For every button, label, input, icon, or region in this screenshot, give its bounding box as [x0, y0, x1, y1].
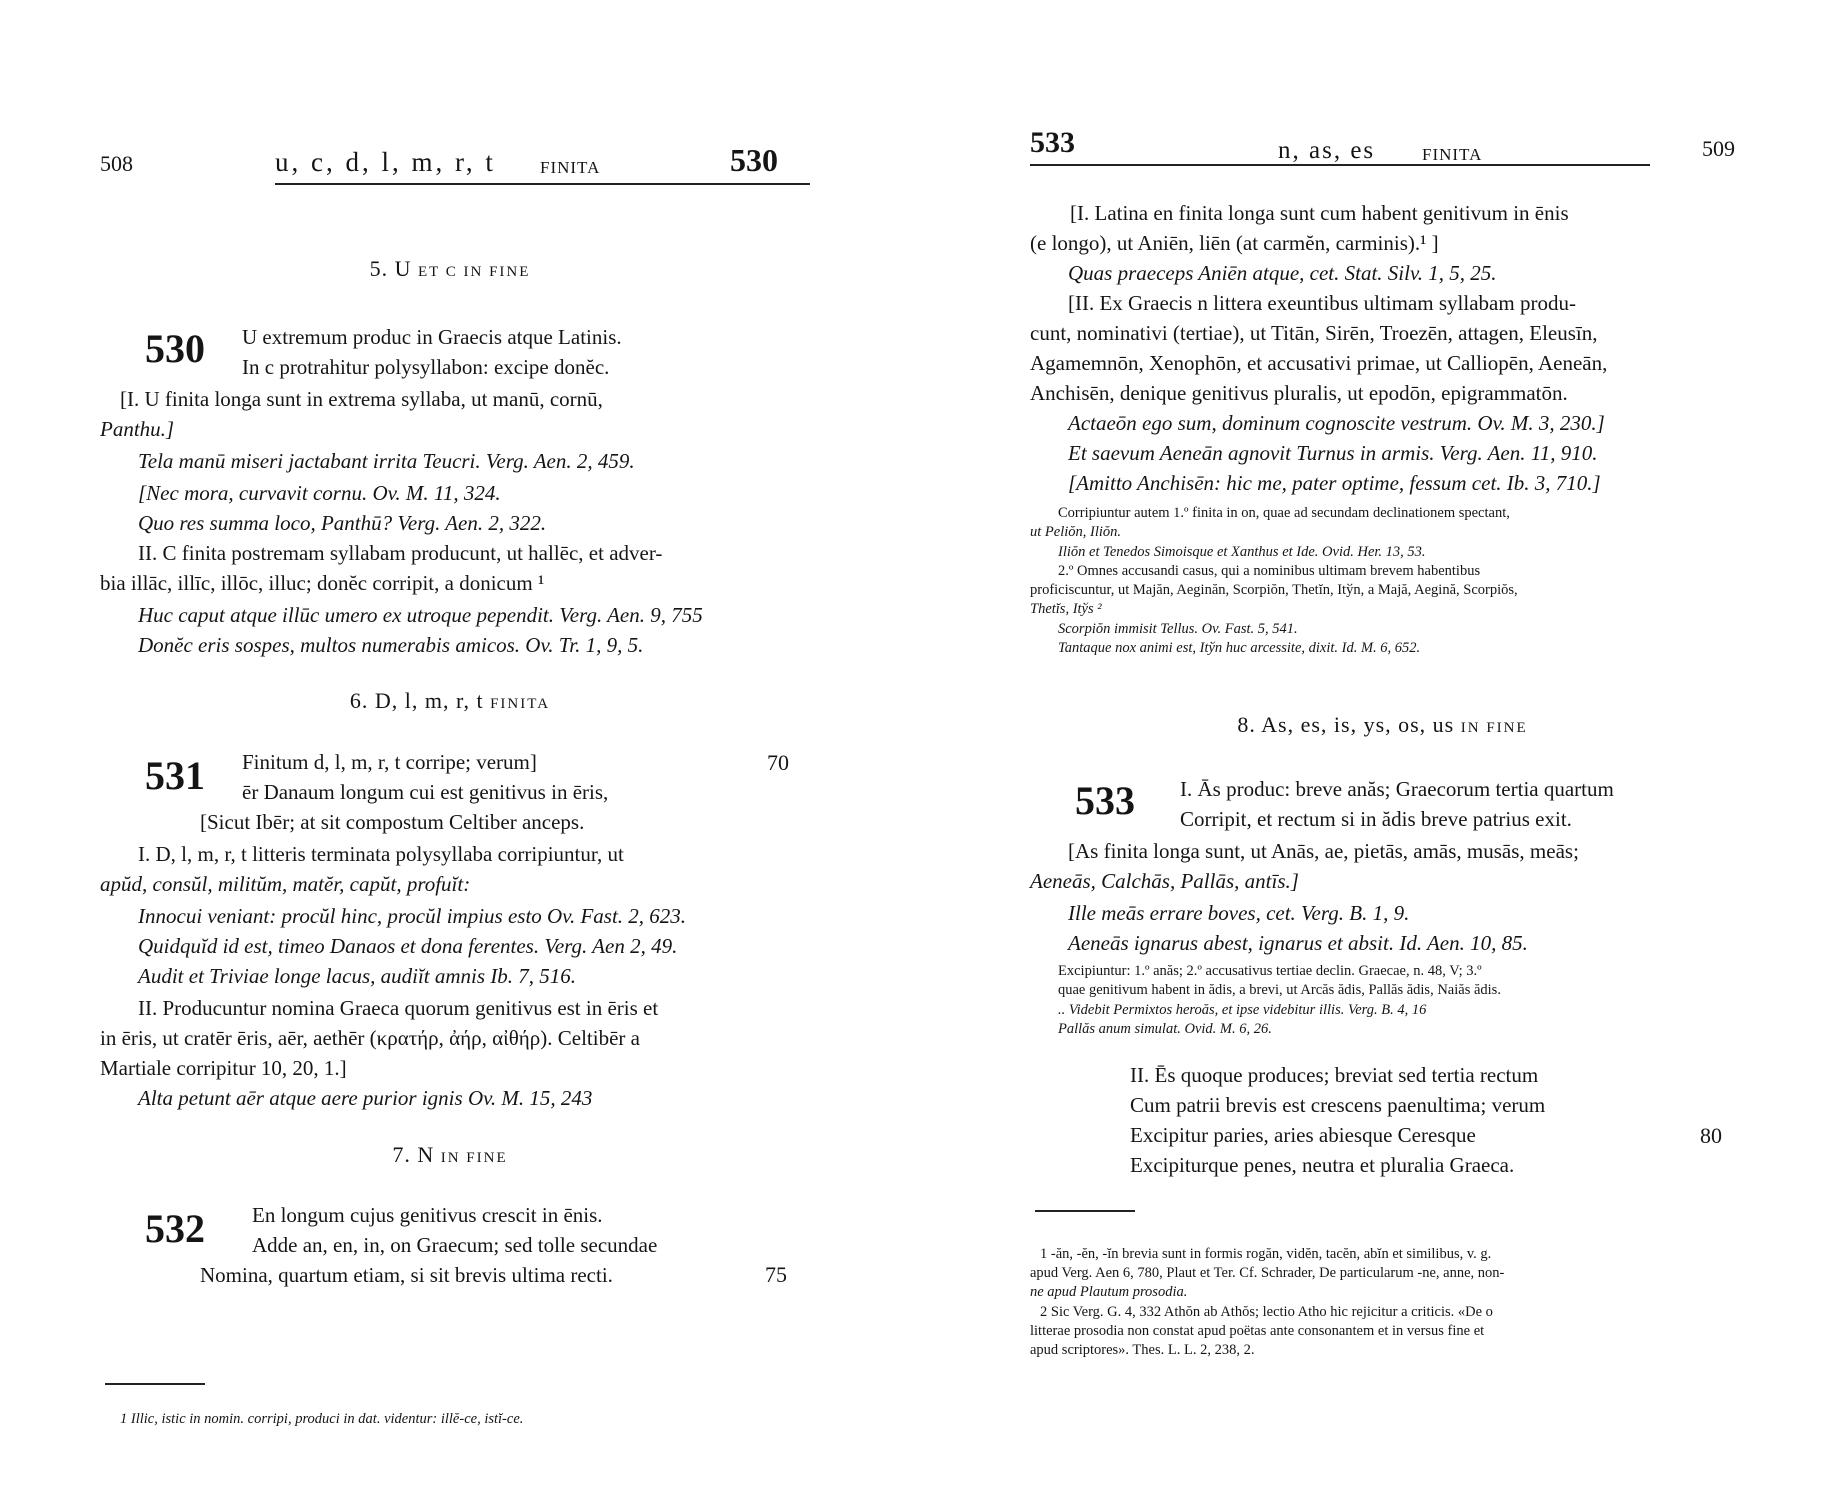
text-line: Martiale corripitur 10, 20, 1.]	[100, 1056, 347, 1080]
footnote-rule	[1035, 1210, 1135, 1212]
page-number: 508	[100, 151, 133, 176]
note-line: 2.º Omnes accusandi casus, qui a nominibus ultimam brevem habentibus	[1058, 563, 1481, 579]
note-line: Corripiuntur autem 1.º finita in on, quae ad secundam declinationem spectant,	[1058, 505, 1510, 521]
verse-line: Corripit, et rectum si in ădis breve patrius exit.	[1180, 807, 1572, 831]
rule-530-text	[100, 322, 800, 657]
quote-line: Alta petunt aēr atque aere purior ignis Ov. M. 15, 243	[138, 1086, 593, 1110]
text-line: (e longo), ut Aniēn, liēn (at carmĕn, carminis).¹ ]	[1030, 231, 1439, 255]
text-line: [As finita longa sunt, ut Anās, ae, pietās, amās, musās, meās;	[1068, 839, 1579, 863]
section-heading-6: 6. D, l, m, r, t FINITA	[349, 688, 551, 713]
footnote: 1 Illic, istic in nomin. corripi, produci in dat. videntur: illĕ-ce, istĭ-ce.	[120, 1411, 524, 1427]
note-line: ut Peliŏn, Iliŏn.	[1030, 524, 1122, 540]
verse-line: [Sicut Ibēr; at sit compostum Celtiber anceps.	[200, 810, 585, 834]
footnote-line: ne apud Plautum prosodia.	[1030, 1284, 1188, 1300]
footnote-line: apud scriptores». Thes. L. L. 2, 238, 2.	[1030, 1342, 1255, 1358]
quote-line: [Nec mora, curvavit cornu. Ov. M. 11, 324.	[138, 481, 501, 505]
left-page	[100, 0, 800, 1500]
verse-line: U extremum produc in Graecis atque Latinis.	[242, 325, 622, 349]
footnote-line: 1 -ăn, -ĕn, -ĭn brevia sunt in formis rogăn, vidĕn, tacĕn, abĭn et similibus, v. g.	[1040, 1246, 1492, 1262]
footnote-rule	[105, 1383, 205, 1385]
text-line: Panthu.]	[100, 417, 175, 441]
verse-number: 75	[765, 1262, 787, 1287]
header-title: u, c, d, l, m, r, t	[275, 147, 496, 177]
quote-line: Donĕc eris sospes, multos numerabis amicos. Ov. Tr. 1, 9, 5.	[138, 633, 644, 657]
header-title-small: FINITA	[1422, 145, 1483, 164]
rule-531-text	[100, 747, 800, 1110]
section-heading-7: 7. N IN FINE	[392, 1142, 508, 1167]
header-rule	[1030, 164, 1650, 166]
verse-line: Cum patrii brevis est crescens paenultima; verum	[1130, 1093, 1546, 1117]
text-line: II. Producuntur nomina Graeca quorum genitivus est in ēris et	[138, 996, 659, 1020]
note-line: Iliŏn et Tenedos Simoisque et Xanthus et Ide. Ovid. Her. 13, 53.	[1058, 544, 1426, 560]
running-header	[100, 142, 800, 187]
footnote-line: 2 Sic Verg. G. 4, 332 Athŏn ab Athŏs; lectio Atho hic rejicitur a criticis. «De o	[1040, 1304, 1493, 1320]
header-title: n, as, es	[1278, 137, 1376, 164]
quote-line: Quidquĭd id est, timeo Danaos et dona ferentes. Verg. Aen 2, 49.	[138, 934, 678, 958]
quote-line: Huc caput atque illūc umero ex utroque pependit. Verg. Aen. 9, 755	[138, 603, 703, 627]
note-line: Thetĭs, Itўs ²	[1030, 601, 1102, 617]
header-rule	[275, 183, 810, 185]
rule-532-continued	[1030, 198, 1735, 508]
header-title-small: FINITA	[540, 158, 601, 177]
verse-number: 70	[767, 750, 789, 775]
right-page	[1030, 0, 1735, 1500]
text-line: bia illāc, illīc, illōc, illuc; donĕc corripit, a donicum ¹	[100, 571, 545, 595]
verse-line: II. Ēs quoque produces; breviat sed tertia rectum	[1130, 1063, 1539, 1087]
quote-line: Actaeōn ego sum, dominum cognoscite vestrum. Ov. M. 3, 230.]	[1068, 411, 1605, 435]
note-line: Scorpiŏn immisit Tellus. Ov. Fast. 5, 541.	[1058, 621, 1298, 637]
rule-number: 533	[1030, 126, 1075, 159]
quote-line: Quo res summa loco, Panthū? Verg. Aen. 2, 322.	[138, 511, 547, 535]
note-line: Excipiuntur: 1.º anăs; 2.º accusativus tertiae declin. Graecae, n. 48, V; 3.º	[1058, 963, 1482, 979]
rule-533-notes	[1030, 962, 1735, 1042]
text-line: Aeneās, Calchās, Pallās, antīs.]	[1030, 869, 1299, 893]
verse-line: Adde an, en, in, on Graecum; sed tolle secundae	[252, 1233, 658, 1257]
quote-line: Ille meās errare boves, cet. Verg. B. 1, 9.	[1068, 901, 1410, 925]
text-line: [I. Latina en finita longa sunt cum habent genitivum in ēnis	[1070, 201, 1569, 225]
rule-number-530: 530	[145, 326, 205, 371]
verse-line: Excipiturque penes, neutra et pluralia Graeca.	[1130, 1153, 1515, 1177]
verse-line: I. Ās produc: breve anăs; Graecorum tertia quartum	[1180, 777, 1614, 801]
text-line: [II. Ex Graecis n littera exeuntibus ultimam syllabam produ-	[1068, 291, 1576, 315]
quote-line: Audit et Triviae longe lacus, audiĭt amnis Ib. 7, 516.	[138, 964, 577, 988]
rule-532-notes	[1030, 504, 1735, 664]
text-line: Anchisēn, denique genitivus pluralis, ut epodōn, epigrammatōn.	[1030, 381, 1568, 405]
running-header	[1030, 128, 1735, 173]
text-line: Agamemnōn, Xenophōn, et accusativi primae, ut Calliopēn, Aeneān,	[1030, 351, 1608, 375]
text-line: apŭd, consŭl, militŭm, matĕr, capŭt, profuĭt:	[100, 872, 471, 896]
note-line: .. Videbit Permixtos heroăs, et ipse videbitur illis. Verg. B. 4, 16	[1058, 1002, 1427, 1018]
page-number: 509	[1702, 136, 1735, 161]
text-line: cunt, nominativi (tertiae), ut Titān, Sirēn, Troezēn, attagen, Eleusīn,	[1030, 321, 1598, 345]
quote-line: Innocui veniant: procŭl hinc, procŭl impius esto Ov. Fast. 2, 623.	[138, 904, 687, 928]
footnote-line: litterae prosodia non constat apud poëtas ante consonantem et in versus fine et	[1030, 1323, 1485, 1339]
rule-533-verse	[1030, 1060, 1735, 1190]
quote-line: Quas praeceps Aniēn atque, cet. Stat. Silv. 1, 5, 25.	[1068, 261, 1497, 285]
rule-533-text	[1030, 774, 1735, 964]
quote-line: Aeneās ignarus abest, ignarus et absit. Id. Aen. 10, 85.	[1068, 931, 1528, 955]
text-line: [I. U finita longa sunt in extrema syllaba, ut manū, cornū,	[120, 387, 603, 411]
text-line: I. D, l, m, r, t litteris terminata polysyllaba corripiuntur, ut	[138, 842, 624, 866]
note-line: Tantaque nox animi est, Itўn huc arcessite, dixit. Id. M. 6, 652.	[1058, 640, 1421, 656]
rule-number-531: 531	[145, 753, 205, 798]
verse-line: En longum cujus genitivus crescit in ēnis.	[252, 1203, 603, 1227]
rule-532-text	[100, 1200, 800, 1300]
text-line: in ēris, ut cratēr ēris, aēr, aethēr (κρατήρ, ἀήρ, αἰθήρ). Celtibēr a	[100, 1026, 640, 1050]
quote-line: Et saevum Aeneān agnovit Turnus in armis. Verg. Aen. 11, 910.	[1068, 441, 1598, 465]
note-line: Pallăs anum simulat. Ovid. M. 6, 26.	[1058, 1021, 1272, 1037]
verse-line: ēr Danaum longum cui est genitivus in ēris,	[242, 780, 609, 804]
verse-line: Nomina, quartum etiam, si sit brevis ultima recti.	[200, 1263, 613, 1287]
footnote-line: apud Verg. Aen 6, 780, Plaut et Ter. Cf. Schrader, De particularum -ne, anne, non-	[1030, 1265, 1505, 1281]
note-line: quae genitivum habent in ădis, a brevi, ut Arcăs ădis, Pallăs ădis, Naiăs ădis.	[1058, 982, 1501, 998]
verse-line: Finitum d, l, m, r, t corripe; verum]	[242, 750, 537, 774]
text-line: II. C finita postremam syllabam producunt, ut hallēc, et adver-	[138, 541, 663, 565]
quote-line: Tela manū miseri jactabant irrita Teucri. Verg. Aen. 2, 459.	[138, 449, 635, 473]
verse-line: Excipitur paries, aries abiesque Ceresque	[1130, 1123, 1476, 1147]
quote-line: [Amitto Anchisēn: hic me, pater optime, fessum cet. Ib. 3, 710.]	[1068, 471, 1601, 495]
note-line: proficiscuntur, ut Majăn, Aeginăn, Scorpiŏn, Thetĭn, Itўn, a Majă, Aegină, Scorpiŏs,	[1030, 582, 1518, 598]
rule-number: 530	[730, 142, 778, 178]
verse-line: In c protrahitur polysyllabon: excipe donĕc.	[242, 355, 610, 379]
section-heading-5: 5. U ET C IN FINE	[369, 256, 531, 281]
section-heading-8: 8. As, es, is, ys, os, us IN FINE	[1237, 712, 1528, 737]
rule-number-533: 533	[1075, 778, 1135, 823]
verse-number: 80	[1700, 1123, 1722, 1148]
rule-number-532: 532	[145, 1206, 205, 1251]
footnotes	[1030, 1245, 1735, 1365]
